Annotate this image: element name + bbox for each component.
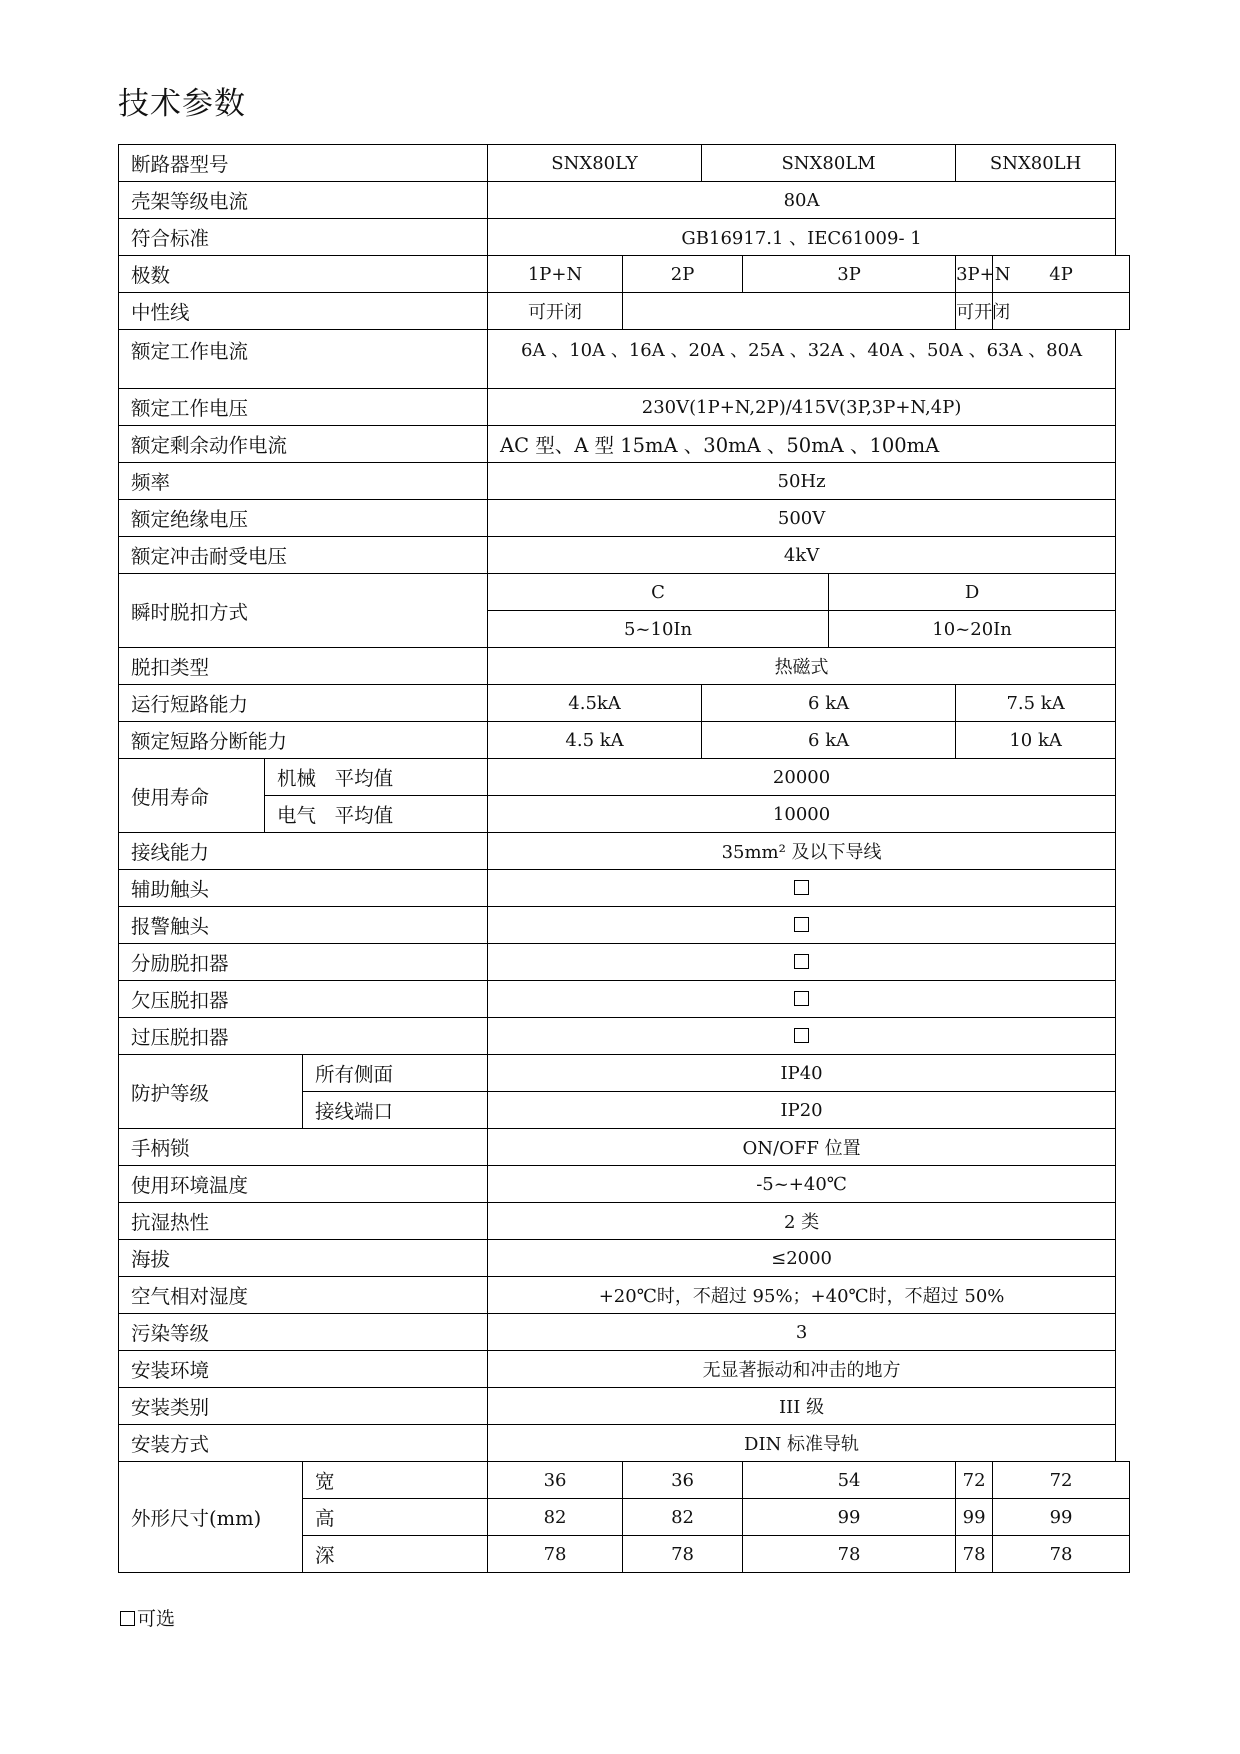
row-label: 额定工作电压 <box>119 389 488 426</box>
table-row <box>119 1018 1130 1055</box>
cell-value: 78 <box>488 1536 623 1573</box>
table-row <box>119 1055 1130 1092</box>
cell-value: 35mm² 及以下导线 <box>488 833 1116 870</box>
cell-value: III 级 <box>488 1388 1116 1425</box>
table-row <box>119 1240 1130 1277</box>
row-label: 欠压脱扣器 <box>119 981 488 1018</box>
cell-value <box>488 870 1116 907</box>
table-row <box>119 426 1130 463</box>
row-label: 使用寿命 <box>119 759 265 833</box>
table-row <box>119 1277 1130 1314</box>
footnote <box>120 1606 175 1632</box>
cell-value: 6 kA <box>702 722 956 759</box>
table-row <box>119 537 1130 574</box>
table-row <box>119 145 1130 182</box>
table-row <box>119 907 1130 944</box>
row-label: 脱扣类型 <box>119 648 488 685</box>
row-label: 分励脱扣器 <box>119 944 488 981</box>
cell-value: 230V(1P+N,2P)/415V(3P,3P+N,4P) <box>488 389 1116 426</box>
cell-value: 3P+N <box>956 256 993 293</box>
cell-value: 72 <box>993 1462 1130 1499</box>
cell-value: 82 <box>488 1499 623 1536</box>
cell-value: 78 <box>623 1536 743 1573</box>
cell-value: 10~20In <box>829 611 1116 648</box>
cell-value: 6A 、10A 、16A 、20A 、25A 、32A 、40A 、50A 、63A 、80A <box>488 330 1116 389</box>
row-label: 瞬时脱扣方式 <box>119 574 488 648</box>
table-row <box>119 500 1130 537</box>
cell-value: 4kV <box>488 537 1116 574</box>
cell-value: SNX80LY <box>488 145 702 182</box>
cell-value: 99 <box>993 1499 1130 1536</box>
cell-value: 99 <box>743 1499 956 1536</box>
table-row <box>119 1314 1130 1351</box>
cell-value <box>623 293 956 330</box>
row-label: 运行短路能力 <box>119 685 488 722</box>
row-label: 抗湿热性 <box>119 1203 488 1240</box>
optional-box-icon <box>794 1028 809 1043</box>
table-row <box>119 759 1130 796</box>
row-label: 壳架等级电流 <box>119 182 488 219</box>
cell-value: 3 <box>488 1314 1116 1351</box>
row-label: 极数 <box>119 256 488 293</box>
table-row <box>119 330 1130 389</box>
row-label: 额定绝缘电压 <box>119 500 488 537</box>
row-label: 额定剩余动作电流 <box>119 426 488 463</box>
row-label: 防护等级 <box>119 1055 303 1129</box>
table-row <box>119 1388 1130 1425</box>
cell-value: 4.5 kA <box>488 722 702 759</box>
footnote-text: 可选 <box>137 1608 176 1630</box>
cell-value: GB16917.1 、IEC61009- 1 <box>488 219 1116 256</box>
cell-value: 99 <box>956 1499 993 1536</box>
optional-box-icon <box>794 917 809 932</box>
cell-value: ≤2000 <box>488 1240 1116 1277</box>
cell-value: 4P <box>993 256 1130 293</box>
sub-label: 电气 平均值 <box>265 796 488 833</box>
cell-value: 2 类 <box>488 1203 1116 1240</box>
table-row <box>119 293 1130 330</box>
row-label: 额定冲击耐受电压 <box>119 537 488 574</box>
cell-value: 10 kA <box>956 722 1116 759</box>
cell-value: 78 <box>743 1536 956 1573</box>
optional-box-icon <box>120 1611 135 1626</box>
row-label: 辅助触头 <box>119 870 488 907</box>
cell-value: 50Hz <box>488 463 1116 500</box>
cell-value: AC 型、A 型 15mA 、30mA 、50mA 、100mA <box>488 426 1116 463</box>
table-row <box>119 796 1130 833</box>
row-label: 接线能力 <box>119 833 488 870</box>
cell-value: 5~10In <box>488 611 829 648</box>
cell-value <box>488 981 1116 1018</box>
row-label: 外形尺寸(mm) <box>119 1462 303 1573</box>
cell-value: 78 <box>993 1536 1130 1573</box>
cell-value: 可开闭 <box>956 293 993 330</box>
table-row <box>119 981 1130 1018</box>
table-row <box>119 1462 1130 1499</box>
sub-label: 接线端口 <box>303 1092 488 1129</box>
optional-box-icon <box>794 991 809 1006</box>
cell-value: 500V <box>488 500 1116 537</box>
cell-value: 热磁式 <box>488 648 1116 685</box>
spec-table <box>118 144 1130 1573</box>
row-label: 额定工作电流 <box>119 330 488 389</box>
table-row <box>119 463 1130 500</box>
cell-value: DIN 标准导轨 <box>488 1425 1116 1462</box>
row-label: 安装方式 <box>119 1425 488 1462</box>
row-label: 污染等级 <box>119 1314 488 1351</box>
cell-value: +20℃时，不超过 95%；+40℃时，不超过 50% <box>488 1277 1116 1314</box>
table-row <box>119 685 1130 722</box>
cell-value: 可开闭 <box>488 293 623 330</box>
cell-value: SNX80LM <box>702 145 956 182</box>
table-row <box>119 256 1130 293</box>
cell-value <box>993 293 1130 330</box>
sub-label: 宽 <box>303 1462 488 1499</box>
row-label: 安装环境 <box>119 1351 488 1388</box>
sub-label: 高 <box>303 1499 488 1536</box>
cell-value: 4.5kA <box>488 685 702 722</box>
row-label: 安装类别 <box>119 1388 488 1425</box>
row-label: 报警触头 <box>119 907 488 944</box>
cell-value: IP40 <box>488 1055 1116 1092</box>
cell-value: 80A <box>488 182 1116 219</box>
table-row <box>119 1425 1130 1462</box>
cell-value: 7.5 kA <box>956 685 1116 722</box>
cell-value: 54 <box>743 1462 956 1499</box>
row-label: 额定短路分断能力 <box>119 722 488 759</box>
cell-value: C <box>488 574 829 611</box>
cell-value: 20000 <box>488 759 1116 796</box>
cell-value: ON/OFF 位置 <box>488 1129 1116 1166</box>
table-row <box>119 1166 1130 1203</box>
table-row <box>119 870 1130 907</box>
cell-value: 1P+N <box>488 256 623 293</box>
table-row <box>119 833 1130 870</box>
row-label: 符合标准 <box>119 219 488 256</box>
table-row <box>119 1129 1130 1166</box>
row-label: 断路器型号 <box>119 145 488 182</box>
row-label: 过压脱扣器 <box>119 1018 488 1055</box>
cell-value: 10000 <box>488 796 1116 833</box>
cell-value: SNX80LH <box>956 145 1116 182</box>
cell-value: 2P <box>623 256 743 293</box>
cell-value: 无显著振动和冲击的地方 <box>488 1351 1116 1388</box>
table-row <box>119 1351 1130 1388</box>
cell-value: 6 kA <box>702 685 956 722</box>
sub-label: 深 <box>303 1536 488 1573</box>
cell-value: IP20 <box>488 1092 1116 1129</box>
cell-value: 36 <box>488 1462 623 1499</box>
table-row <box>119 944 1130 981</box>
row-label: 手柄锁 <box>119 1129 488 1166</box>
table-row <box>119 1203 1130 1240</box>
cell-value: -5~+40℃ <box>488 1166 1116 1203</box>
row-label: 空气相对湿度 <box>119 1277 488 1314</box>
cell-value <box>488 907 1116 944</box>
page-title: 技术参数 <box>118 86 246 122</box>
table-row <box>119 574 1130 611</box>
row-label: 海拔 <box>119 1240 488 1277</box>
table-row <box>119 219 1130 256</box>
row-label: 中性线 <box>119 293 488 330</box>
cell-value: D <box>829 574 1116 611</box>
row-label: 频率 <box>119 463 488 500</box>
cell-value: 36 <box>623 1462 743 1499</box>
cell-value <box>488 944 1116 981</box>
cell-value: 78 <box>956 1536 993 1573</box>
sub-label: 所有侧面 <box>303 1055 488 1092</box>
cell-value: 82 <box>623 1499 743 1536</box>
table-row <box>119 722 1130 759</box>
optional-box-icon <box>794 954 809 969</box>
sub-label: 机械 平均值 <box>265 759 488 796</box>
cell-value <box>488 1018 1116 1055</box>
row-label: 使用环境温度 <box>119 1166 488 1203</box>
table-row <box>119 648 1130 685</box>
optional-box-icon <box>794 880 809 895</box>
cell-value: 3P <box>743 256 956 293</box>
table-row <box>119 182 1130 219</box>
cell-value: 72 <box>956 1462 993 1499</box>
table-row <box>119 389 1130 426</box>
